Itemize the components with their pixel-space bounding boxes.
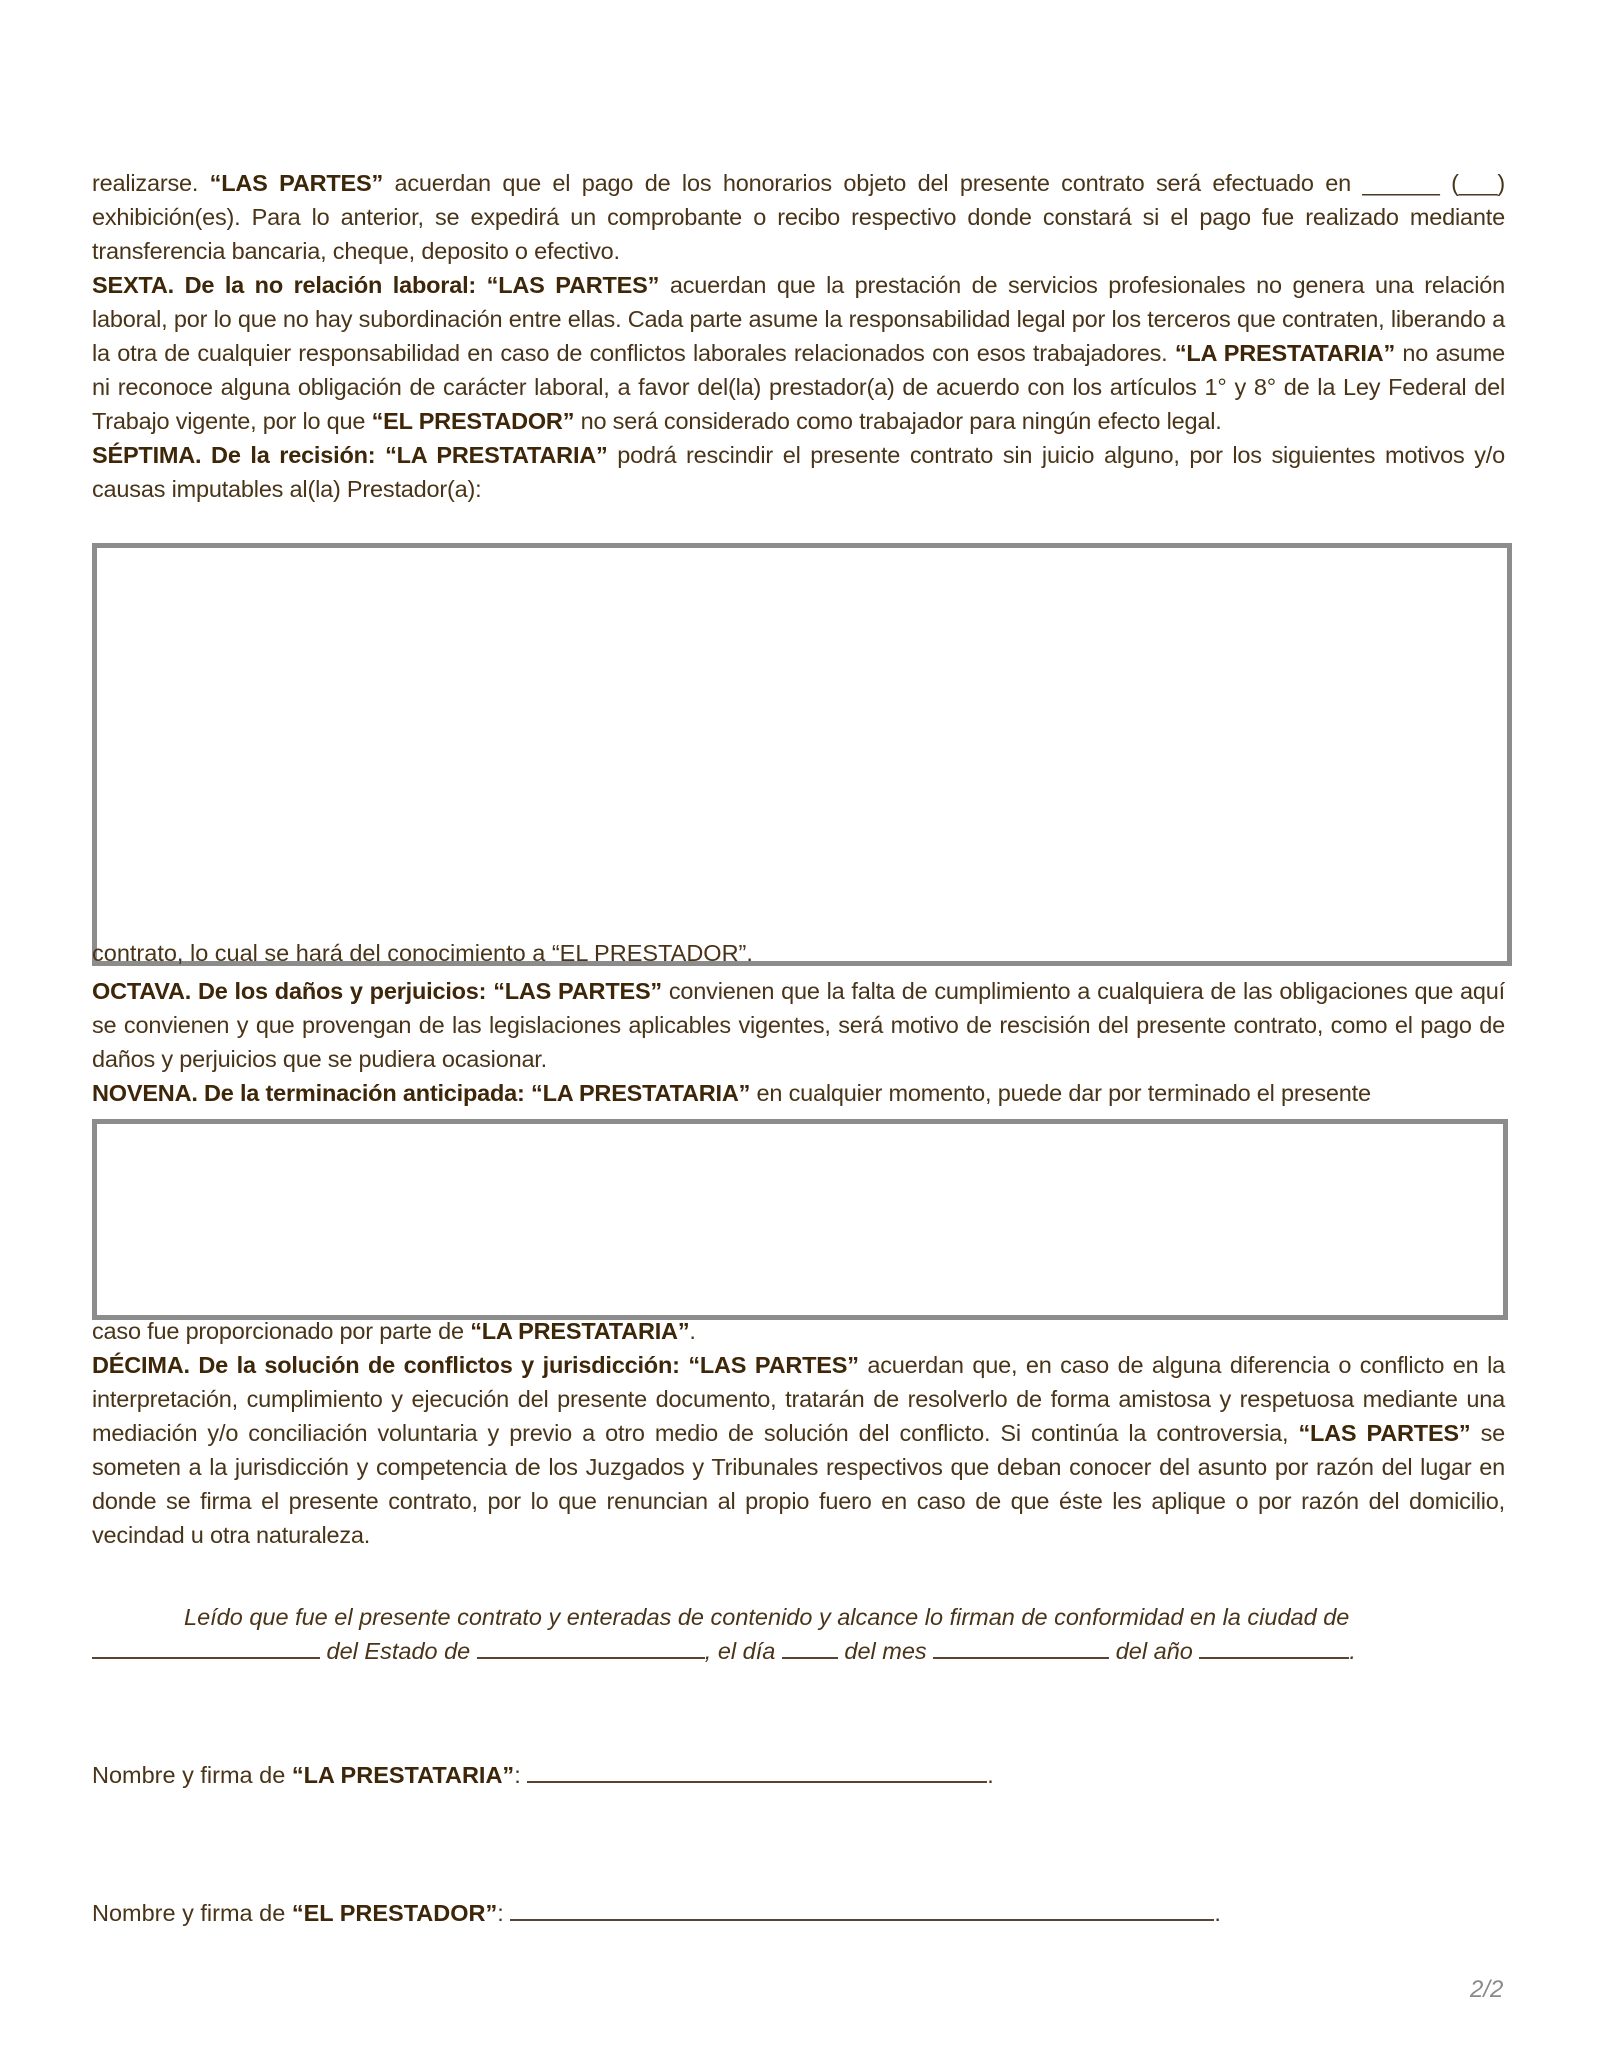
signature-label: Nombre y firma de [92,1762,292,1788]
prestador-signature-field[interactable] [510,1897,1214,1921]
partially-hidden-line [92,940,892,970]
state-label: del Estado de [320,1638,477,1664]
la-prestataria-bold: “LA PRESTATARIA” [1174,340,1396,366]
clause-heading: DÉCIMA. De la solución de conflictos y jurisdicción: [92,1352,689,1378]
clause-heading: OCTAVA. De los daños y perjuicios: [92,978,494,1004]
contract-page-lower [92,1314,1505,1552]
clause-text: no asume ni reconoce alguna obligación de carácter laboral, a favor del(la) prestador(a) de acuerdo con los artículos 1° y 8° de la Ley Federal del Trabajo vigente, por lo que [92,340,1505,434]
signature-period: . [1214,1900,1221,1926]
year-blank-field[interactable] [1199,1635,1349,1659]
las-partes-bold: “LAS PARTES” [486,272,660,298]
closing-period: . [1349,1638,1356,1664]
clause-text: caso fue proporcionado por parte de [92,1318,471,1344]
redaction-novena-terms [92,1119,1508,1320]
las-partes-bold: “LAS PARTES” [1298,1420,1471,1446]
clause-text: podrá rescindir el presente contrato sin juicio alguno, por los siguientes motivos y/o causas imputables al(la) Prestador(a): [92,442,1505,502]
clause-text: contrato, lo cual se hará del conocimiento a “EL PRESTADOR”. [92,940,753,966]
la-prestataria-bold: “LA PRESTATARIA” [470,1318,690,1344]
day-label: , el día [704,1638,782,1664]
signature-period: . [987,1762,994,1788]
clause-octava [92,974,1505,1076]
contract-page-middle [92,974,1505,1110]
clause-heading: SÉPTIMA. De la recisión: [92,442,386,468]
redaction-septima-causes [92,543,1512,966]
novena-continuation [92,1314,1505,1348]
clause-sexta [92,268,1505,438]
page-number: 2/2 [1470,1976,1504,2003]
la-prestataria-bold: “LA PRESTATARIA” [531,1080,751,1106]
payment-paragraph [92,166,1505,268]
clause-septima [92,438,1505,506]
prestataria-signature-field[interactable] [527,1759,987,1783]
closing-text: Leído que fue el presente contrato y enteradas de contenido y alcance lo firman de conformidad en la ciudad de [184,1604,1350,1630]
closing-statement [92,1600,1505,1668]
clause-text: en cualquier momento, puede dar por terminado el presente [750,1080,1371,1106]
clause-heading: NOVENA. De la terminación anticipada: [92,1080,532,1106]
payment-text: acuerdan que el pago de los honorarios objeto del presente contrato será efectuado en ______ (___) exhibición(es). Para lo anterior, se expedirá un comprobante o recibo respectivo donde constará si el pago fue realizado mediante transferencia bancaria, cheque, deposito o efectivo. [92,170,1505,264]
la-prestataria-bold: “LA PRESTATARIA” [385,442,608,468]
signature-prestador [92,1896,1221,1930]
la-prestataria-bold: “LA PRESTATARIA” [291,1762,515,1788]
signature-colon: : [514,1762,528,1788]
city-blank-field[interactable] [92,1635,320,1659]
state-blank-field[interactable] [477,1635,705,1659]
las-partes-bold: “LAS PARTES” [493,978,662,1004]
el-prestador-bold: “EL PRESTADOR” [291,1900,498,1926]
clause-text: . [689,1318,696,1344]
day-blank-field[interactable] [782,1635,838,1659]
year-label: del año [1109,1638,1200,1664]
signature-label: Nombre y firma de [92,1900,292,1926]
signature-colon: : [497,1900,511,1926]
las-partes-bold: “LAS PARTES” [688,1352,859,1378]
el-prestador-bold: “EL PRESTADOR” [371,408,575,434]
month-label: del mes [837,1638,934,1664]
las-partes-bold: “LAS PARTES” [209,170,384,196]
clause-heading: SEXTA. De la no relación laboral: [92,272,487,298]
clause-text: acuerdan que, en caso de alguna diferencia o conflicto en la interpretación, cumplimiento y ejecución del presente documento, tratarán de resolverlo de forma amistosa y respetuosa mediante una mediación y/o conciliación voluntaria y previo a otro medio de solución del conflicto. Si continúa la controversia, [92,1352,1505,1446]
clause-novena [92,1076,1505,1110]
signature-prestataria [92,1758,994,1792]
clause-text: convienen que la falta de cumplimiento a cualquiera de las obligaciones que aquí se convienen y que provengan de las legislaciones aplicables vigentes, será motivo de rescisión del presente contrato, como el pago de daños y perjuicios que se pudiera ocasionar. [92,978,1505,1072]
contract-page [92,166,1505,506]
clause-text: acuerdan que la prestación de servicios profesionales no genera una relación laboral, por lo que no hay subordinación entre ellas. Cada parte asume la responsabilidad legal por los terceros que contraten, liberando a la otra de cualquier responsabilidad en caso de conflictos laborales relacionados con esos trabajadores. [92,272,1505,366]
clause-text: no será considerado como trabajador para ningún efecto legal. [574,408,1222,434]
month-blank-field[interactable] [933,1635,1109,1659]
clause-text: se someten a la jurisdicción y competencia de los Juzgados y Tribunales respectivos que deban conocer del asunto por razón del lugar en donde se firma el presente contrato, por lo que renuncian al propio fuero en caso de que éste les aplique o por razón del domicilio, vecindad u otra naturaleza. [92,1420,1505,1548]
payment-lead: realizarse. [92,170,210,196]
clause-decima [92,1348,1505,1552]
